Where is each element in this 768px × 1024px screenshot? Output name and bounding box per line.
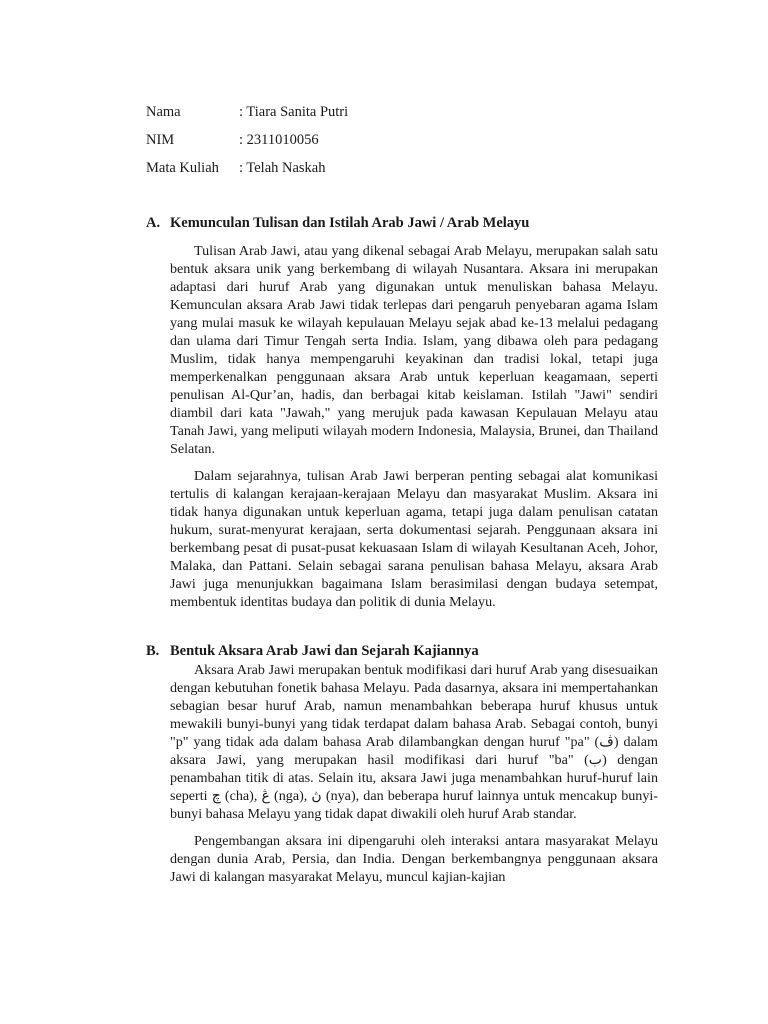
info-row-nim: [146, 130, 348, 158]
paragraph: Pengembangan aksara ini dipengaruhi oleh interaksi antara masyarakat Melayu dengan dunia Arab, Persia, dan India. Dengan berkembangnya penggunaan aksara Jawi di kalangan masyarakat Melayu, muncul kajian-kajian: [170, 833, 658, 885]
section-letter: A.: [146, 215, 161, 231]
paragraph: Dalam sejarahnya, tulisan Arab Jawi berperan penting sebagai alat komunikasi tertulis di kalangan kerajaan-kerajaan Melayu dan masyarakat Muslim. Aksara ini tidak hanya digunakan untuk keperluan agama, tetapi juga dalam penulisan catatan hukum, surat-menyurat kerajaan, serta dokumentasi sejarah. Penggunaan aksara ini berkembang pesat di pusat-pusat kekuasaan Islam di wilayah Kesultanan Aceh, Johor, Malaka, dan Pattani. Selain sebagai sarana penulisan bahasa Melayu, aksara Arab Jawi juga menunjukkan bagaimana Islam berasimilasi dengan budaya setempat, membentuk identitas budaya dan politik di dunia Melayu.: [170, 468, 658, 610]
section-a: [146, 214, 658, 611]
info-value: : 2311010056: [239, 132, 319, 148]
info-value: : Tiara Sanita Putri: [239, 104, 349, 120]
section-title: Bentuk Aksara Arab Jawi dan Sejarah Kajiannya: [170, 643, 479, 659]
section-body: [170, 661, 658, 886]
section-title: Kemunculan Tulisan dan Istilah Arab Jawi / Arab Melayu: [170, 215, 530, 231]
info-value: : Telah Naskah: [239, 160, 326, 176]
section-body: [170, 242, 658, 611]
student-info: [146, 102, 348, 186]
section-heading: [146, 642, 658, 661]
section-b: [146, 642, 658, 886]
info-label: NIM: [146, 132, 175, 148]
info-label: Nama: [146, 104, 181, 120]
info-label: Mata Kuliah: [146, 160, 219, 176]
paragraph: Tulisan Arab Jawi, atau yang dikenal sebagai Arab Melayu, merupakan salah satu bentuk aksara unik yang berkembang di wilayah Nusantara. Aksara ini merupakan adaptasi dari huruf Arab yang digunakan untuk menuliskan bahasa Melayu. Kemunculan aksara Arab Jawi tidak terlepas dari pengaruh penyebaran agama Islam yang mulai masuk ke wilayah kepulauan Melayu sejak abad ke-13 melalui pedagang dan ulama dari Timur Tengah serta India. Islam, yang dibawa oleh para pedagang Muslim, tidak hanya mempengaruhi keyakinan dan tradisi lokal, tetapi juga memperkenalkan penggunaan aksara Arab untuk keperluan keagamaan, seperti penulisan Al-Qur’an, hadis, dan berbagai kitab keislaman. Istilah "Jawi" sendiri diambil dari kata "Jawah," yang merujuk pada kawasan Kepulauan Melayu atau Tanah Jawi, yang meliputi wilayah modern Indonesia, Malaysia, Brunei, dan Thailand Selatan.: [170, 243, 658, 457]
info-row-mata-kuliah: [146, 158, 348, 186]
info-row-nama: [146, 102, 348, 130]
paragraph: Aksara Arab Jawi merupakan bentuk modifikasi dari huruf Arab yang disesuaikan dengan kebutuhan fonetik bahasa Melayu. Pada dasarnya, aksara ini mempertahankan sebagian besar huruf Arab, namun menambahkan beberapa huruf khusus untuk mewakili bunyi-bunyi yang tidak terdapat dalam bahasa Arab. Sebagai contoh, bunyi "p" yang tidak ada dalam bahasa Arab dilambangkan dengan huruf "pa" (ڤ) dalam aksara Jawi, yang merupakan hasil modifikasi dari huruf "ba" (ب) dengan penambahan titik di atas. Selain itu, aksara Jawi juga menambahkan huruf-huruf lain seperti چ (cha), ڠ (nga), ڽ (nya), dan beberapa huruf lainnya untuk mencakup bunyi-bunyi bahasa Melayu yang tidak dapat diwakili oleh huruf Arab standar.: [170, 662, 659, 822]
section-letter: B.: [146, 643, 160, 659]
section-heading: [146, 214, 658, 233]
